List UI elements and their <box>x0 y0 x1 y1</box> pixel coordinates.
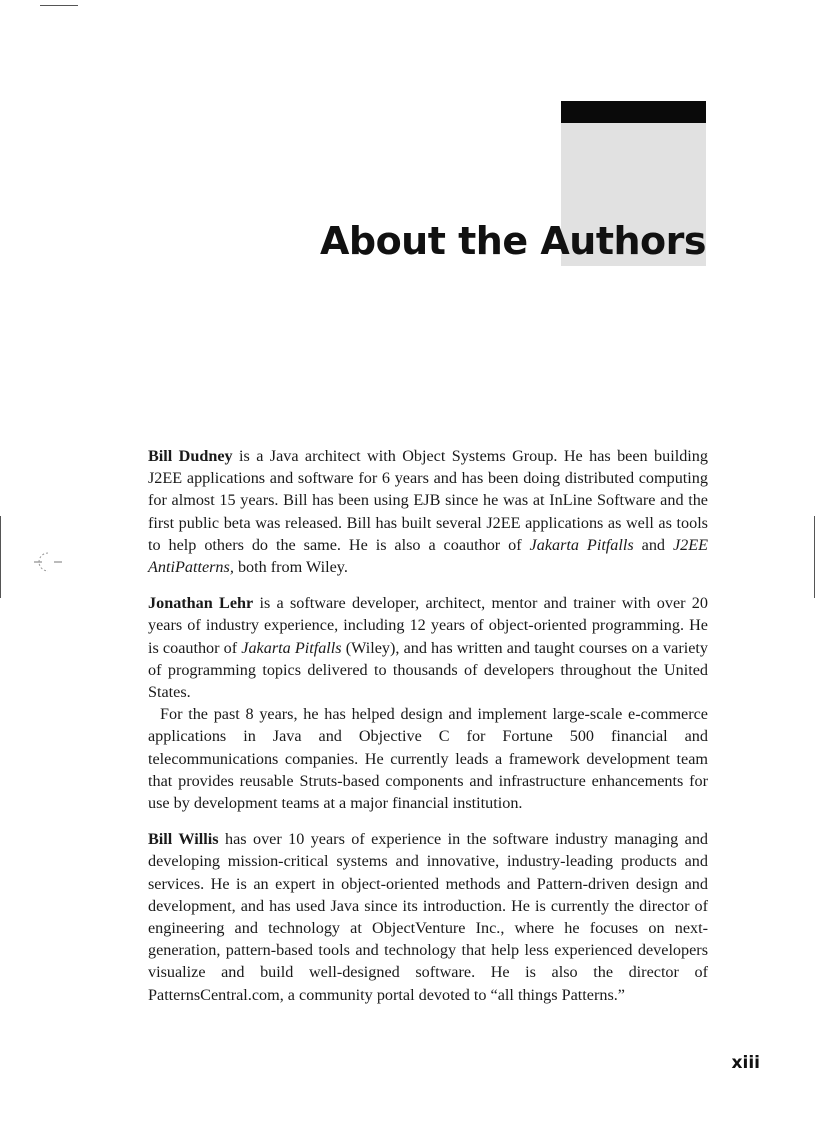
chapter-header-bar <box>561 101 706 123</box>
bio-text: For the past 8 years, he has helped design and implement large-scale e-commerce applications in Java and Objective C for Fortune 500 financial and telecommunications companies. He currently leads a framework development team that provides reusable Struts-based components and infrastructure enhancements for use by development teams at a major financial institution. <box>148 705 708 813</box>
author-bio <box>148 592 708 814</box>
crop-mark-top <box>40 5 78 6</box>
book-title: Jakarta Pitfalls <box>241 638 342 657</box>
author-bio <box>148 828 708 1006</box>
author-name: Bill Dudney <box>148 447 233 465</box>
bio-paragraph <box>148 592 708 703</box>
bio-text: has over 10 years of experience in the software industry managing and developing mission-critical systems and innovative, industry-leading products and services. He is an expert in object-oriented methods and Pattern-driven design and development, and has used Java since its introduction. He is currently the director of engineering and technology at ObjectVenture Inc., where he focuses on next-generation, pattern-based tools and technology that help less experienced developers visualize and build well-designed software. He is also the director of PatternsCentral.com, a community portal devoted to “all things Patterns.” <box>148 830 709 1004</box>
chapter-title: About the Authors <box>319 219 706 263</box>
page-number: xiii <box>731 1053 760 1073</box>
crop-mark-right <box>814 516 815 598</box>
bio-text: is a Java architect with Object Systems Group. He has been building J2EE applications and software for 6 years and has been doing distributed computing for almost 15 years. Bill has been using EJB since he was at InLine Software and the first public beta was released. Bill has built several J2EE applications as well as tools to help others do the same. He is also a coauthor of Jakarta Pitfalls and J2EE AntiPatterns, both from Wiley. <box>148 447 709 577</box>
bio-text: is a software developer, architect, mentor and trainer with over 20 years of industry experience, including 12 years of object-oriented programming. He is coauthor of Jakarta Pitfalls (Wiley), and has written and taught courses on a variety of programming topics delivered to thousands of developers throughout the United States. <box>148 594 708 702</box>
book-title: Jakarta Pitfalls <box>529 535 634 554</box>
bio-paragraph <box>148 445 708 578</box>
author-name: Bill Willis <box>148 830 219 849</box>
author-bio <box>148 445 708 578</box>
registration-mark-icon <box>34 550 64 574</box>
author-name: Jonathan Lehr <box>148 594 254 613</box>
bio-paragraph <box>148 828 708 1006</box>
bio-paragraph <box>148 703 708 814</box>
book-title: J2EE AntiPatterns, <box>148 535 709 577</box>
author-bios <box>148 445 708 1020</box>
crop-mark-left <box>0 516 1 598</box>
